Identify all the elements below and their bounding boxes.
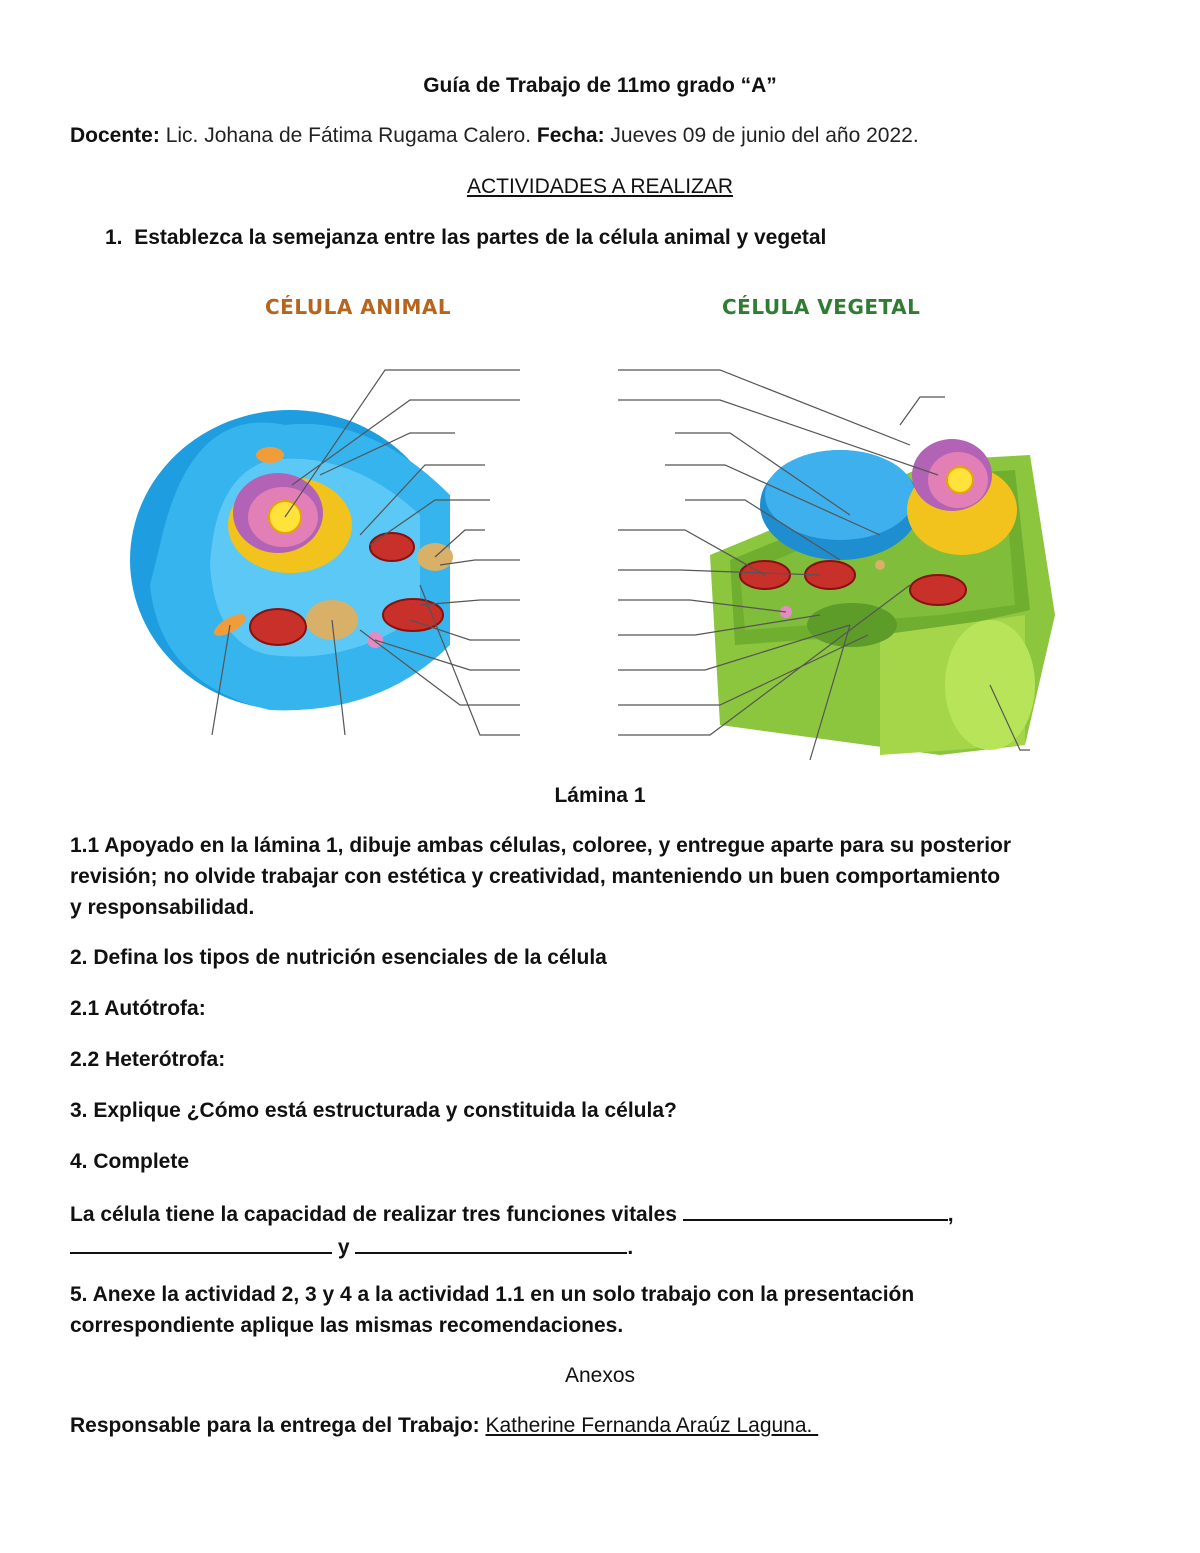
item-2-2: 2.2 Heterótrofa: <box>70 1048 226 1071</box>
fill-blank-1[interactable] <box>683 1197 948 1221</box>
item-3: 3. Explique ¿Cómo está estructurada y constituida la célula? <box>70 1099 677 1122</box>
anexos-heading: Anexos <box>564 1364 636 1387</box>
item-1-1-line-2: revisión; no olvide trabajar con estética y creatividad, manteniendo un buen comportamiento <box>70 865 1001 888</box>
item-1-1-line-3: y responsabilidad. <box>70 896 255 919</box>
fecha-value: Jueves 09 de junio del año 2022. <box>604 124 919 147</box>
item-5-line-1: 5. Anexe la actividad 2, 3 y 4 a la actividad 1.1 en un solo trabajo con la presentación <box>70 1283 915 1306</box>
item-4-comma: , <box>947 1203 954 1226</box>
docente-label: Docente: <box>70 124 160 147</box>
responsable-line <box>70 1410 1140 1442</box>
plant-cell-title: CÉLULA VEGETAL <box>722 295 921 319</box>
item-4-end: . <box>627 1236 634 1259</box>
item-5-line-2: correspondiente aplique las mismas recomendaciones. <box>70 1314 624 1337</box>
item-1 <box>105 222 1175 254</box>
responsable-label: Responsable para la entrega del Trabajo: <box>70 1414 486 1437</box>
animal-cell-title: CÉLULA ANIMAL <box>265 295 452 319</box>
teacher-date-line <box>70 120 1140 152</box>
item-4-sentence-line-2 <box>70 1230 1140 1264</box>
plant-cell <box>618 370 1055 760</box>
figure-caption: Lámina 1 <box>554 784 646 807</box>
responsable-name: Katherine Fernanda Araúz Laguna. <box>485 1414 819 1437</box>
item-4: 4. Complete <box>70 1150 190 1173</box>
item-4-sentence-line-1 <box>70 1197 1140 1231</box>
item-2: 2. Defina los tipos de nutrición esenciales de la célula <box>70 946 607 969</box>
document-title: Guía de Trabajo de 11mo grado “A” <box>423 74 777 97</box>
fecha-label: Fecha: <box>536 124 605 147</box>
cell-diagram-figure <box>120 285 1080 765</box>
item-1-number: 1. <box>105 226 123 249</box>
item-1-1-line-1: 1.1 Apoyado en la lámina 1, dibuje ambas células, coloree, y entregue aparte para su posterior <box>70 834 1012 857</box>
animal-cell <box>130 370 520 735</box>
fill-blank-2[interactable] <box>70 1230 332 1254</box>
activities-heading: ACTIVIDADES A REALIZAR <box>466 175 734 198</box>
item-4-sentence: La célula tiene la capacidad de realizar tres funciones vitales <box>70 1203 677 1226</box>
item-2-1: 2.1 Autótrofa: <box>70 997 206 1020</box>
item-4-y: y <box>337 1236 350 1259</box>
docente-value: Lic. Johana de Fátima Rugama Calero. <box>159 124 537 147</box>
cell-illustration <box>120 285 1080 765</box>
item-1-text: Establezca la semejanza entre las partes de la célula animal y vegetal <box>134 226 827 249</box>
fill-blank-3[interactable] <box>355 1230 627 1254</box>
